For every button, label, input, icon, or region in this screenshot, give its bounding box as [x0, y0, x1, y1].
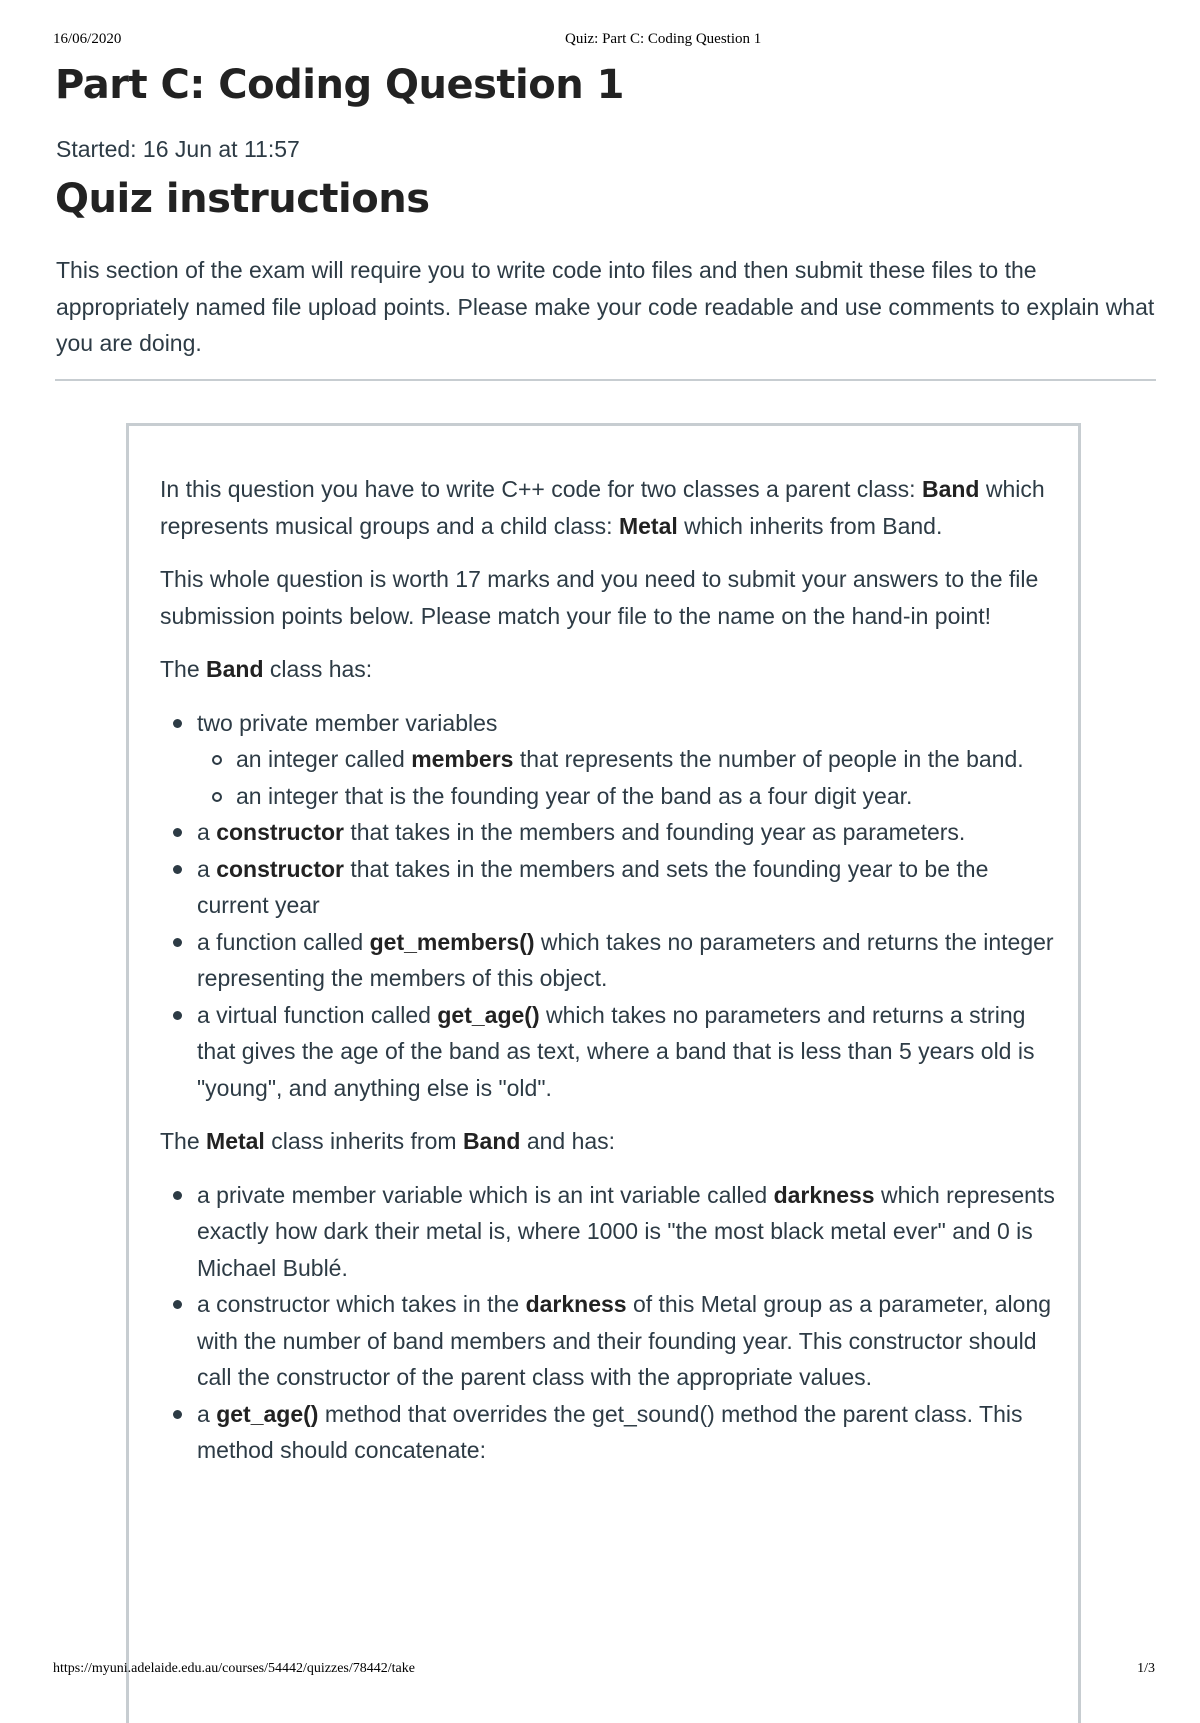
intro-text: which inherits from Band. — [677, 512, 943, 539]
band-heading-text: class has: — [263, 656, 373, 682]
question-intro — [160, 471, 1060, 544]
list-item-text: a — [197, 1400, 217, 1427]
list-item-text: a private member variable which is an int variable called — [197, 1181, 774, 1208]
started-time: Started: 16 Jun at 11:57 — [56, 136, 300, 162]
list-item — [236, 741, 1060, 778]
list-item — [197, 851, 1060, 924]
page-title: Part C: Coding Question 1 — [55, 62, 624, 108]
list-item — [197, 705, 1060, 815]
band-heading-text: The — [160, 656, 207, 682]
list-item-keyword: constructor — [216, 855, 344, 882]
divider — [55, 379, 1156, 381]
list-item-keyword: get_age() — [437, 1001, 540, 1028]
metal-heading — [160, 1123, 1060, 1160]
print-title: Quiz: Part C: Coding Question 1 — [565, 31, 762, 47]
band-heading — [160, 651, 1060, 688]
metal-heading-text: class inherits from — [264, 1128, 463, 1154]
intro-text: In this question you have to write C++ code for two classes a parent class: — [160, 476, 922, 502]
print-date: 16/06/2020 — [53, 31, 122, 47]
list-item — [197, 1396, 1060, 1469]
band-class-name: Band — [921, 476, 980, 502]
list-item — [197, 814, 1060, 851]
list-item-text: that takes in the members and founding year as parameters. — [343, 819, 966, 845]
band-requirements-list — [160, 705, 1060, 1107]
list-item-text: two private member variables — [197, 709, 498, 736]
list-item-text: an integer called — [236, 746, 412, 772]
list-item-keyword: darkness — [773, 1181, 875, 1208]
metal-heading-text: The — [160, 1128, 207, 1154]
page-number: 1/3 — [1137, 1661, 1155, 1676]
list-item-text: a — [197, 855, 217, 882]
list-item-text: that represents the number of people in the band. — [513, 746, 1024, 772]
intro-text: which represents musical groups and a child class: — [160, 476, 1045, 539]
list-item-keyword: get_members() — [369, 928, 535, 955]
private-vars-sublist — [197, 741, 1060, 814]
list-item-text: a — [197, 819, 217, 845]
list-item-text: a function called — [197, 928, 370, 955]
instructions-text: This section of the exam will require you to write code into files and then submit these files to the appropriately named file upload points. Please make your code readable and use comments to explain what you are doing. — [56, 257, 1155, 356]
list-item-text: which represents exactly how dark their metal is, where 1000 is "the most black metal ever" and 0 is Michael Bublé. — [197, 1181, 1055, 1281]
list-item-text: a constructor which takes in the — [197, 1291, 526, 1317]
list-item-keyword: constructor — [216, 819, 344, 845]
metal-requirements-list — [160, 1177, 1060, 1469]
question-content — [160, 471, 1060, 1486]
metal-class-name: Metal — [618, 512, 678, 539]
question-worth: This whole question is worth 17 marks and you need to submit your answers to the file submission points below. Please match your file to the name on the hand-in point! — [160, 566, 1039, 629]
list-item — [197, 924, 1060, 997]
band-heading-name: Band — [206, 656, 264, 682]
list-item — [197, 997, 1060, 1107]
list-item: an integer that is the founding year of the band as a four digit year. — [236, 778, 1060, 815]
list-item-text: that takes in the members and sets the founding year to be the current year — [197, 855, 989, 918]
list-item — [197, 1177, 1060, 1287]
metal-heading-name: Metal — [206, 1128, 265, 1154]
metal-heading-text: and has: — [520, 1128, 616, 1154]
list-item-text: a virtual function called — [197, 1001, 438, 1028]
metal-heading-parent: Band — [462, 1128, 521, 1154]
list-item — [197, 1286, 1060, 1396]
list-item-keyword: members — [411, 746, 514, 772]
list-item-keyword: get_age() — [216, 1400, 319, 1427]
print-url: https://myuni.adelaide.edu.au/courses/54442/quizzes/78442/take — [53, 1661, 415, 1676]
list-item-keyword: darkness — [525, 1291, 627, 1317]
instructions-heading: Quiz instructions — [55, 176, 430, 222]
list-item-text: which takes no parameters and returns the integer representing the members of this object. — [197, 928, 1054, 991]
list-item-text: of this Metal group as a parameter, along with the number of band members and their founding year. This constructor should call the constructor of the parent class with the appropriate values. — [197, 1291, 1052, 1390]
list-item-text: method that overrides the get_sound() method the parent class. This method should concatenate: — [197, 1400, 1023, 1463]
list-item-text: which takes no parameters and returns a string that gives the age of the band as text, where a band that is less than 5 years old is "young", and anything else is "old". — [197, 1001, 1035, 1101]
